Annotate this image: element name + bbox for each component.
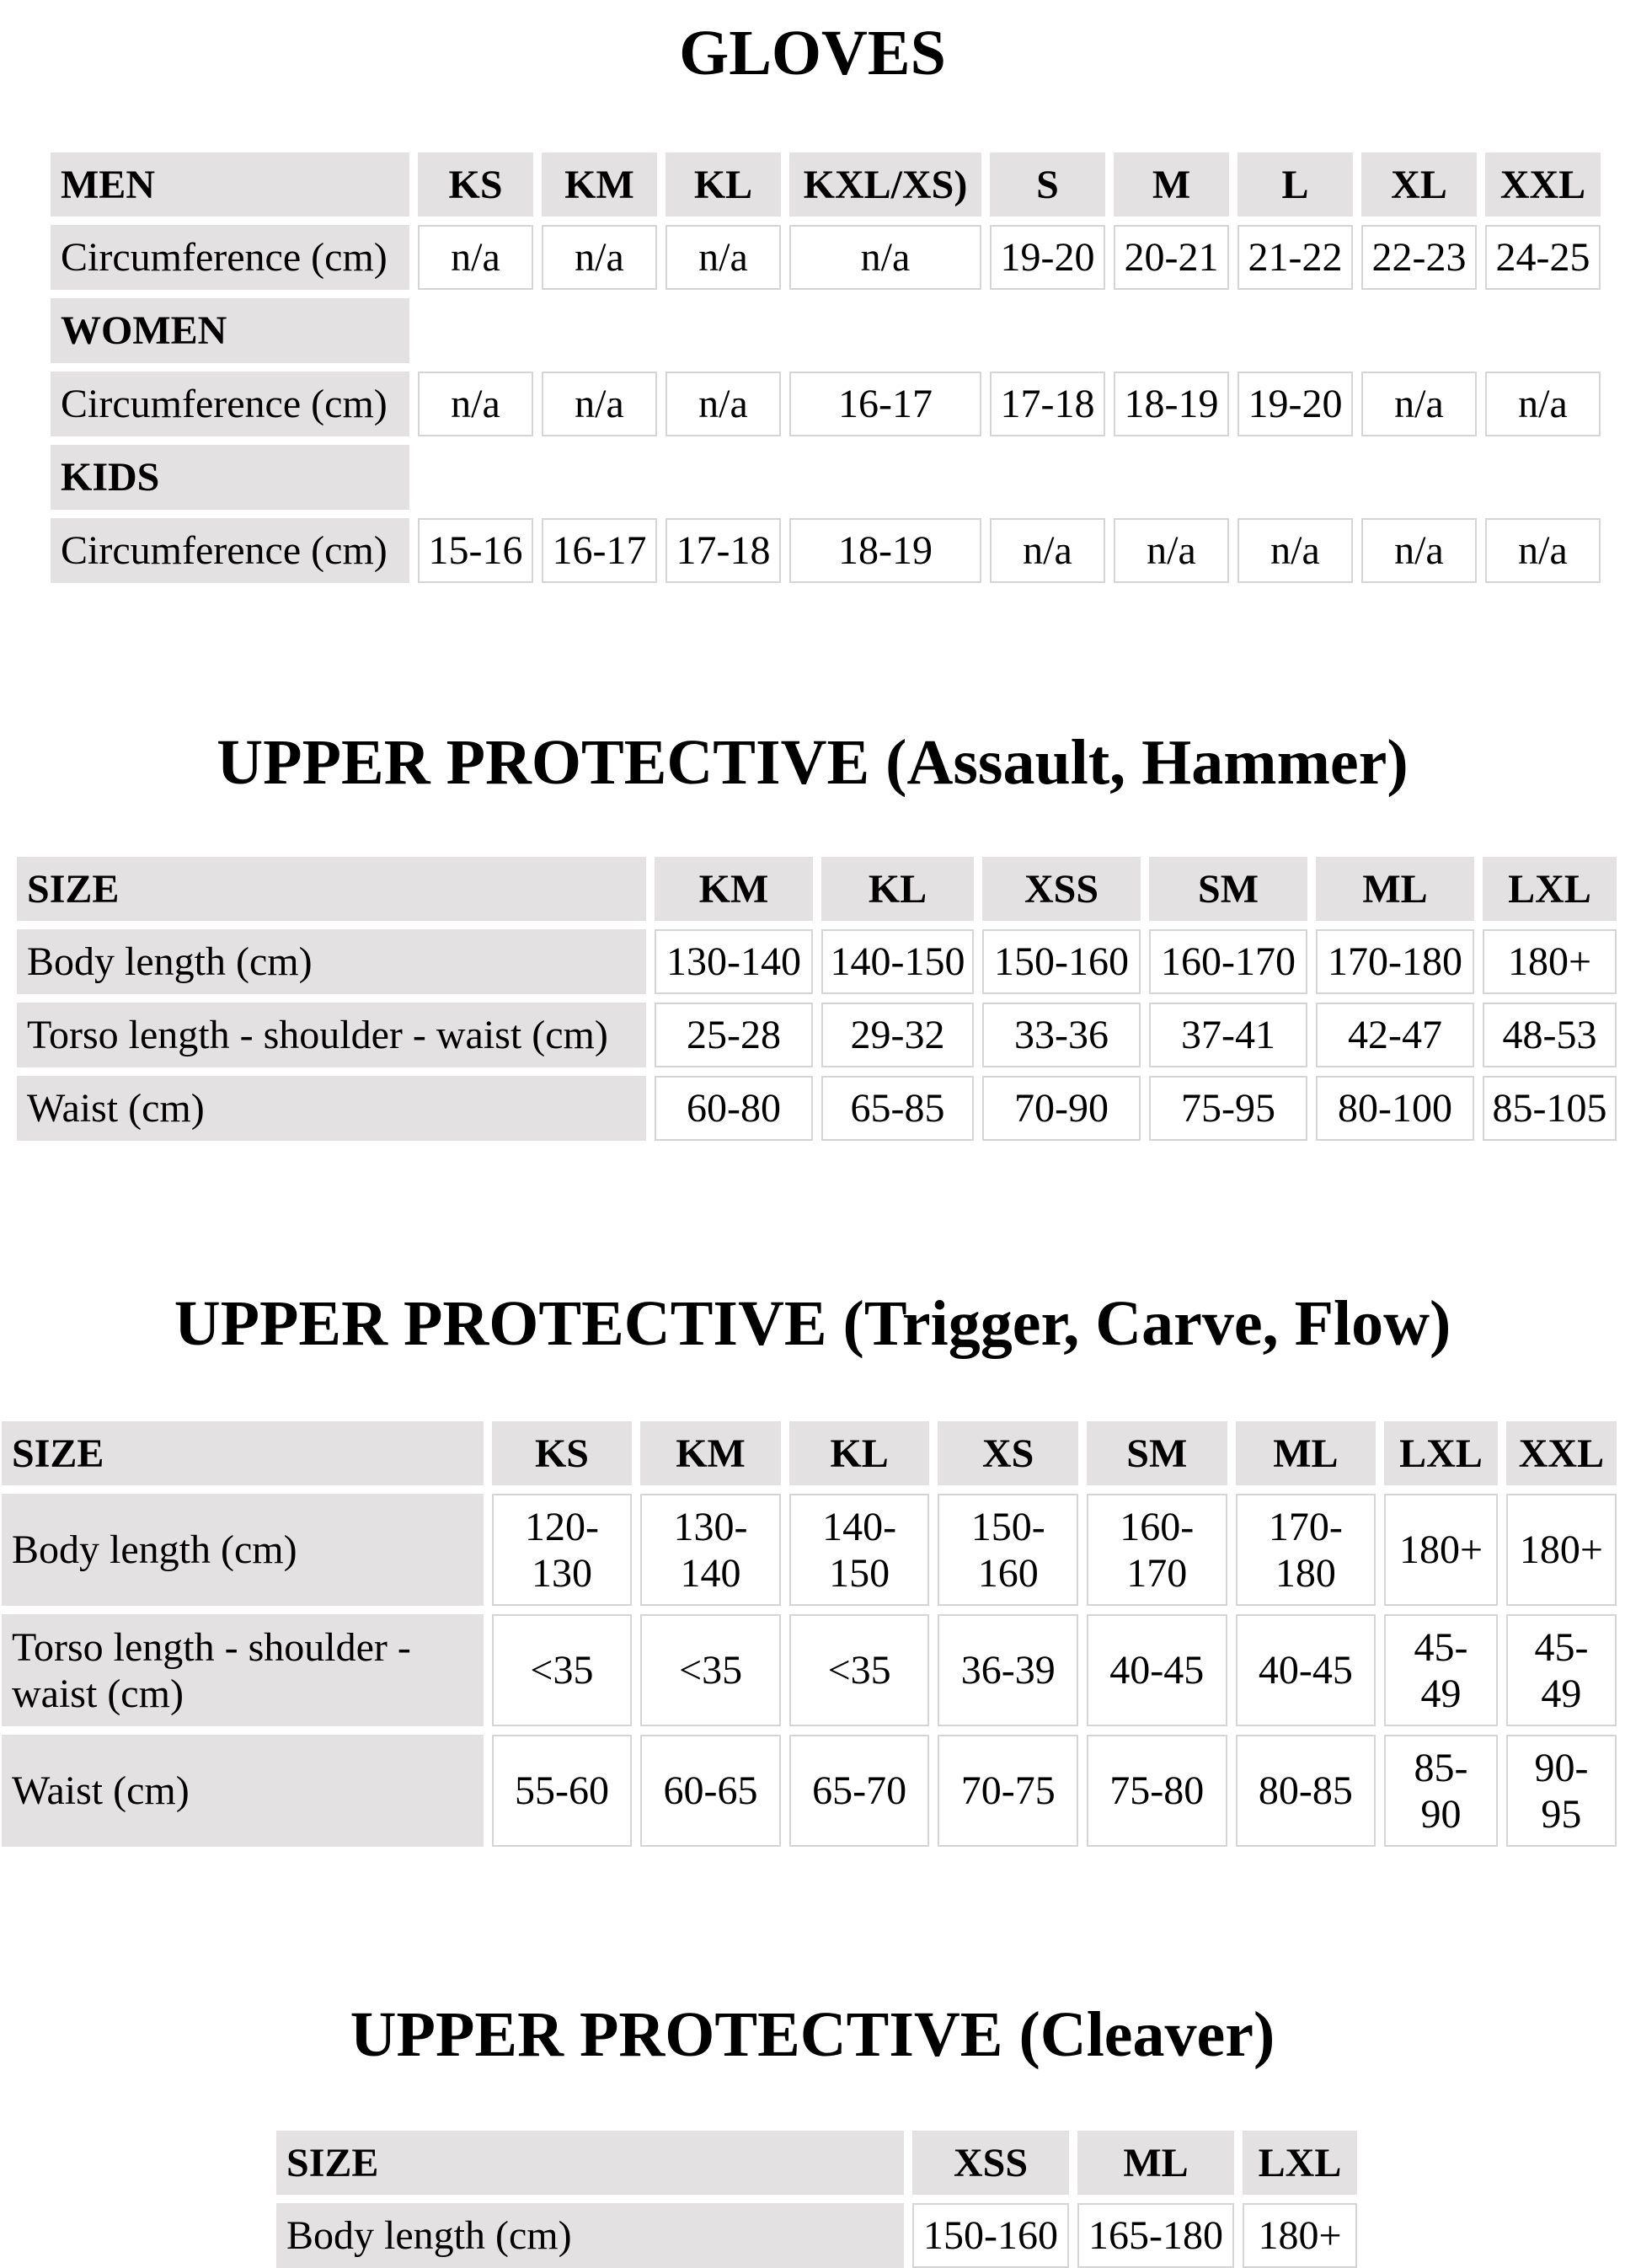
column-header-cell: KS	[492, 1421, 633, 1485]
size-chart-section-upper-protective-cleaver	[0, 1999, 1625, 2268]
column-header-cell: XL	[1361, 152, 1477, 217]
value-cell: 140-150	[789, 1494, 930, 1606]
value-cell: 150-160	[982, 929, 1141, 994]
value-cell: 75-80	[1087, 1735, 1227, 1847]
column-header-cell: LXL	[1483, 857, 1617, 921]
table-data-row	[2, 1494, 1617, 1606]
value-cell: 150-160	[938, 1494, 1078, 1606]
section-label-cell: WOMEN	[51, 298, 409, 363]
column-header-cell: KS	[418, 152, 533, 217]
value-cell: n/a	[418, 225, 533, 290]
value-cell: 80-100	[1316, 1076, 1474, 1141]
value-cell: 130-140	[655, 929, 813, 994]
column-header-cell: S	[990, 152, 1105, 217]
table-header-row	[51, 152, 1601, 217]
row-label-cell: Waist (cm)	[17, 1076, 646, 1141]
value-cell: 16-17	[542, 518, 657, 583]
value-cell: 24-25	[1485, 225, 1601, 290]
row-label-cell: Circumference (cm)	[51, 518, 409, 583]
row-label-cell: Circumference (cm)	[51, 225, 409, 290]
column-header-cell: XSS	[912, 2131, 1069, 2195]
value-cell: 45-49	[1384, 1614, 1498, 1726]
value-cell: 29-32	[821, 1003, 974, 1067]
table-header-row	[276, 2131, 1357, 2195]
section-label-cell: KIDS	[51, 445, 409, 510]
table-header-row	[17, 857, 1617, 921]
value-cell: n/a	[1361, 372, 1477, 436]
value-cell: 42-47	[1316, 1003, 1474, 1067]
column-header-cell: XXL	[1485, 152, 1601, 217]
value-cell: 18-19	[789, 518, 981, 583]
value-cell: <35	[640, 1614, 781, 1726]
value-cell: n/a	[542, 372, 657, 436]
column-header-cell: ML	[1316, 857, 1474, 921]
value-cell: 120-130	[492, 1494, 633, 1606]
table-data-row	[276, 2203, 1357, 2268]
value-cell: 15-16	[418, 518, 533, 583]
column-header-cell: XXL	[1506, 1421, 1617, 1485]
column-header-cell: KM	[542, 152, 657, 217]
size-chart-section-gloves	[0, 18, 1625, 591]
section-label-row	[51, 445, 1601, 510]
value-cell: 60-80	[655, 1076, 813, 1141]
row-label-cell: Body length (cm)	[17, 929, 646, 994]
size-table-gloves	[42, 144, 1609, 591]
value-cell: 37-41	[1149, 1003, 1307, 1067]
row-label-cell: Circumference (cm)	[51, 372, 409, 436]
value-cell: n/a	[666, 372, 781, 436]
value-cell: 18-19	[1114, 372, 1229, 436]
column-header-cell: ML	[1236, 1421, 1376, 1485]
value-cell: 36-39	[938, 1614, 1078, 1726]
column-header-cell: XSS	[982, 857, 1141, 921]
value-cell: 90-95	[1506, 1735, 1617, 1847]
column-header-cell: ML	[1077, 2131, 1234, 2195]
value-cell: 33-36	[982, 1003, 1141, 1067]
value-cell: 17-18	[990, 372, 1105, 436]
column-header-size-label: SIZE	[17, 857, 646, 921]
size-chart-section-upper-protective-assault-hammer	[0, 727, 1625, 1149]
value-cell: n/a	[542, 225, 657, 290]
empty-cell	[418, 445, 1601, 510]
value-cell: 65-70	[789, 1735, 930, 1847]
column-header-size-label: SIZE	[2, 1421, 484, 1485]
value-cell: 150-160	[912, 2203, 1069, 2268]
column-header-cell: XS	[938, 1421, 1078, 1485]
value-cell: 22-23	[1361, 225, 1477, 290]
value-cell: 40-45	[1236, 1614, 1376, 1726]
value-cell: 180+	[1506, 1494, 1617, 1606]
value-cell: 40-45	[1087, 1614, 1227, 1726]
value-cell: 19-20	[1237, 372, 1353, 436]
table-data-row	[51, 518, 1601, 583]
value-cell: n/a	[789, 225, 981, 290]
size-table-upper-protective-assault-hammer	[8, 848, 1625, 1149]
value-cell: 65-85	[821, 1076, 974, 1141]
value-cell: n/a	[1237, 518, 1353, 583]
column-header-cell: KXL/XS)	[789, 152, 981, 217]
column-header-cell: LXL	[1243, 2131, 1357, 2195]
column-header-cell: SM	[1149, 857, 1307, 921]
value-cell: 180+	[1384, 1494, 1498, 1606]
value-cell: n/a	[1485, 518, 1601, 583]
value-cell: n/a	[666, 225, 781, 290]
value-cell: n/a	[990, 518, 1105, 583]
value-cell: 170-180	[1236, 1494, 1376, 1606]
size-table-upper-protective-trigger-carve-flow	[0, 1413, 1625, 1855]
value-cell: n/a	[1114, 518, 1229, 583]
value-cell: 20-21	[1114, 225, 1229, 290]
column-header-cell: KL	[821, 857, 974, 921]
size-charts-container	[0, 18, 1625, 2268]
value-cell: 130-140	[640, 1494, 781, 1606]
row-label-cell: Torso length - shoulder - waist (cm)	[2, 1614, 484, 1726]
table-data-row	[17, 1003, 1617, 1067]
table-data-row	[51, 372, 1601, 436]
column-header-cell: KM	[655, 857, 813, 921]
column-header-cell: KM	[640, 1421, 781, 1485]
column-header-size-label: SIZE	[276, 2131, 904, 2195]
value-cell: 21-22	[1237, 225, 1353, 290]
section-label-row	[51, 298, 1601, 363]
row-label-cell: Body length (cm)	[2, 1494, 484, 1606]
section-title-upper-protective-cleaver: UPPER PROTECTIVE (Cleaver)	[350, 1999, 1275, 2070]
value-cell: 180+	[1243, 2203, 1357, 2268]
value-cell: 25-28	[655, 1003, 813, 1067]
value-cell: <35	[789, 1614, 930, 1726]
section-title-gloves: GLOVES	[679, 18, 946, 88]
table-data-row	[2, 1735, 1617, 1847]
value-cell: 170-180	[1316, 929, 1474, 994]
section-title-upper-protective-trigger-carve-flow: UPPER PROTECTIVE (Trigger, Carve, Flow)	[174, 1288, 1451, 1359]
value-cell: 70-75	[938, 1735, 1078, 1847]
size-table-upper-protective-cleaver	[268, 2122, 1366, 2268]
value-cell: 140-150	[821, 929, 974, 994]
column-header-size-label: MEN	[51, 152, 409, 217]
value-cell: <35	[492, 1614, 633, 1726]
table-data-row	[17, 929, 1617, 994]
row-label-cell: Waist (cm)	[2, 1735, 484, 1847]
value-cell: n/a	[418, 372, 533, 436]
row-label-cell: Torso length - shoulder - waist (cm)	[17, 1003, 646, 1067]
value-cell: n/a	[1485, 372, 1601, 436]
value-cell: 160-170	[1087, 1494, 1227, 1606]
value-cell: n/a	[1361, 518, 1477, 583]
value-cell: 19-20	[990, 225, 1105, 290]
value-cell: 17-18	[666, 518, 781, 583]
table-header-row	[2, 1421, 1617, 1485]
value-cell: 75-95	[1149, 1076, 1307, 1141]
value-cell: 70-90	[982, 1076, 1141, 1141]
value-cell: 165-180	[1077, 2203, 1234, 2268]
value-cell: 55-60	[492, 1735, 633, 1847]
value-cell: 160-170	[1149, 929, 1307, 994]
empty-cell	[418, 298, 1601, 363]
value-cell: 16-17	[789, 372, 981, 436]
value-cell: 85-105	[1483, 1076, 1617, 1141]
value-cell: 60-65	[640, 1735, 781, 1847]
value-cell: 45-49	[1506, 1614, 1617, 1726]
column-header-cell: KL	[789, 1421, 930, 1485]
value-cell: 48-53	[1483, 1003, 1617, 1067]
column-header-cell: LXL	[1384, 1421, 1498, 1485]
size-chart-section-upper-protective-trigger-carve-flow	[0, 1288, 1625, 1855]
row-label-cell: Body length (cm)	[276, 2203, 904, 2268]
value-cell: 80-85	[1236, 1735, 1376, 1847]
table-data-row	[2, 1614, 1617, 1726]
table-data-row	[51, 225, 1601, 290]
column-header-cell: M	[1114, 152, 1229, 217]
column-header-cell: SM	[1087, 1421, 1227, 1485]
value-cell: 85-90	[1384, 1735, 1498, 1847]
column-header-cell: L	[1237, 152, 1353, 217]
table-data-row	[17, 1076, 1617, 1141]
value-cell: 180+	[1483, 929, 1617, 994]
column-header-cell: KL	[666, 152, 781, 217]
section-title-upper-protective-assault-hammer: UPPER PROTECTIVE (Assault, Hammer)	[216, 727, 1409, 798]
